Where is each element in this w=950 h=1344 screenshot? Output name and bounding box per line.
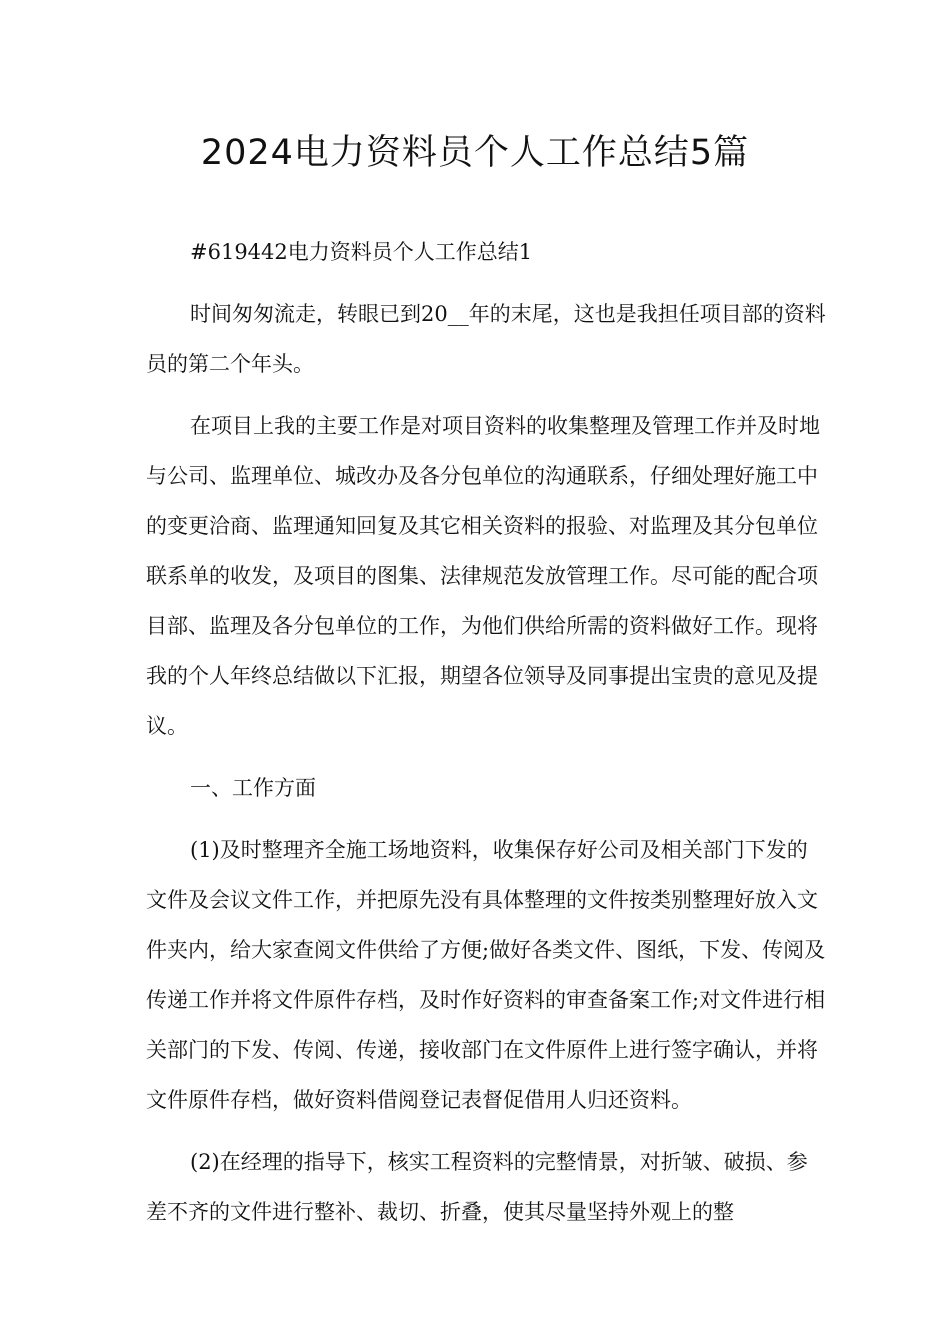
paragraph-item-2: (2)在经理的指导下，核实工程资料的完整情景，对折皱、破损、参差不齐的文件进行整补、裁切、折叠，使其尽量坚持外观上的整 [146, 1150, 808, 1224]
document-title: 2024电力资料员个人工作总结5篇 [200, 133, 750, 173]
section-heading-1: #619442电力资料员个人工作总结1 [190, 240, 533, 264]
paragraph-intro: 时间匆匆流走，转眼已到20__年的末尾，这也是我担任项目部的资料员的第二个年头。 [146, 302, 826, 376]
section-heading-work: 一、工作方面 [190, 776, 316, 800]
paragraph-item-1: (1)及时整理齐全施工场地资料，收集保存好公司及相关部门下发的文件及会议文件工作，并把原先没有具体整理的文件按类别整理好放入文件夹内，给大家查阅文件供给了方便;做好各类文件、图纸，下发、传阅及传递工作并将文件原件存档，及时作好资料的审查备案工作;对文件进行相关部门的下发、传阅、传递，接收部门在文件原件上进行签字确认，并将文件原件存档，做好资料借阅登记表督促借用人归还资料。 [146, 838, 826, 1112]
document-body [146, 227, 826, 1237]
paragraph-main-duties: 在项目上我的主要工作是对项目资料的收集整理及管理工作并及时地与公司、监理单位、城改办及各分包单位的沟通联系，仔细处理好施工中的变更洽商、监理通知回复及其它相关资料的报验、对监理及其分包单位联系单的收发，及项目的图集、法律规范发放管理工作。尽可能的配合项目部、监理及各分包单位的工作，为他们供给所需的资料做好工作。现将我的个人年终总结做以下汇报，期望各位领导及同事提出宝贵的意见及提议。 [146, 414, 820, 738]
